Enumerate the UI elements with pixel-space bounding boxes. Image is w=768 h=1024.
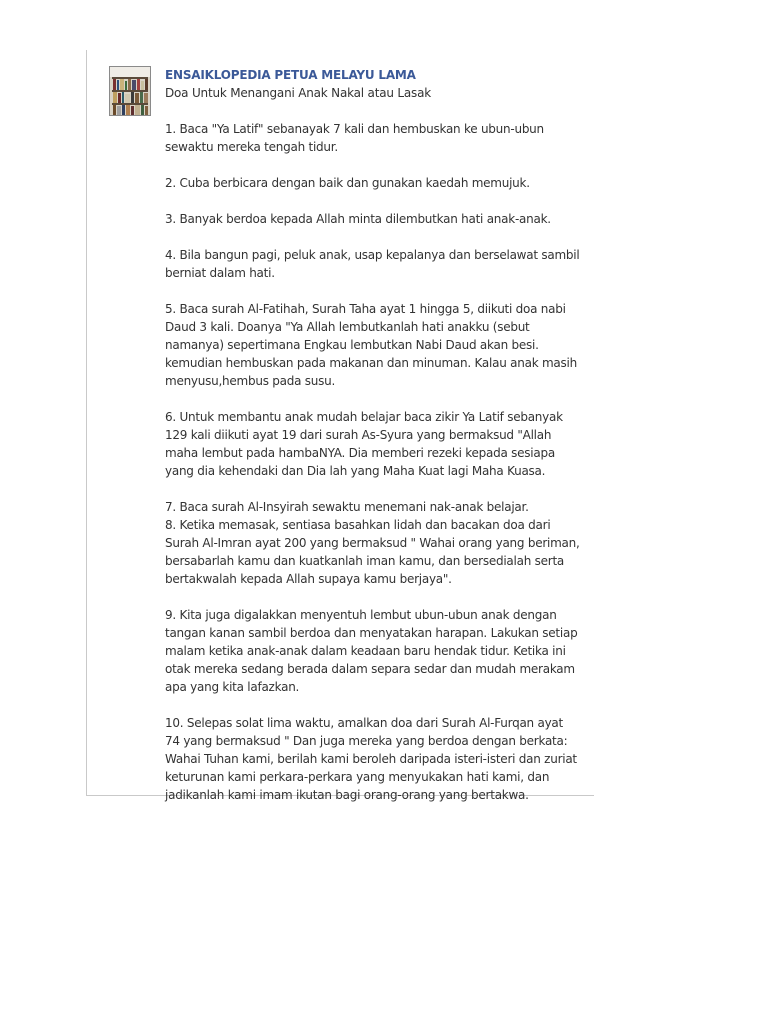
post-title: Doa Untuk Menangani Anak Nakal atau Lasak [165,86,431,100]
list-item: 7. Baca surah Al-Insyirah sewaktu menemani nak-anak belajar. [165,500,529,514]
list-item: 10. Selepas solat lima waktu, amalkan doa dari Surah Al-Furqan ayat 74 yang bermaksud " Dan juga mereka yang berdoa dengan berkata: Wahai Tuhan kami, berilah kami beroleh daripada isteri-isteri dan zuriat keturunan kami perkara-perkara yang menyukakan hati kami, dan jadikanlah kami imam ikutan bagi orang-orang yang bertakwa. [165,716,577,802]
bookshelf-thumbnail [110,67,150,115]
page-name-link[interactable]: ENSAIKLOPEDIA PETUA MELAYU LAMA [165,68,416,82]
list-item: 5. Baca surah Al-Fatihah, Surah Taha ayat 1 hingga 5, diikuti doa nabi Daud 3 kali. Doanya "Ya Allah lembutkanlah hati anakku (sebut namanya) sepertimana Engkau lembutkan Nabi Daud akan besi. kemudian hembuskan pada makanan dan minuman. Kalau anak masih menyusu,hembus pada susu. [165,302,577,388]
post-card [86,50,594,802]
list-item: 1. Baca "Ya Latif" sebanayak 7 kali dan hembuskan ke ubun-ubun sewaktu mereka tengah tidur. [165,122,544,154]
post-body [165,120,580,804]
list-item: 4. Bila bangun pagi, peluk anak, usap kepalanya dan berselawat sambil berniat dalam hati. [165,248,580,280]
list-item: 3. Banyak berdoa kepada Allah minta dilembutkan hati anak-anak. [165,212,551,226]
post-header [165,66,585,102]
page-avatar[interactable] [109,66,151,116]
list-item: 2. Cuba berbicara dengan baik dan gunakan kaedah memujuk. [165,176,530,190]
list-item: 9. Kita juga digalakkan menyentuh lembut ubun-ubun anak dengan tangan kanan sambil berdoa dan menyatakan harapan. Lakukan setiap malam ketika anak-anak dalam keadaan baru hendak tidur. Ketika ini otak mereka sedang berada dalam separa sedar dan mudah merakam apa yang kita lafazkan. [165,608,578,694]
list-item: 8. Ketika memasak, sentiasa basahkan lidah dan bacakan doa dari Surah Al-Imran ayat 200 yang bermaksud " Wahai orang yang beriman, bersabarlah kamu dan kuatkanlah iman kamu, dan bersedialah serta bertakwalah kepada Allah supaya kamu berjaya". [165,518,580,586]
list-item: 6. Untuk membantu anak mudah belajar baca zikir Ya Latif sebanyak 129 kali diikuti ayat 19 dari surah As-Syura yang bermaksud "Allah maha lembut pada hambaNYA. Dia memberi rezeki kepada sesiapa yang dia kehendaki dan Dia lah yang Maha Kuat lagi Maha Kuasa. [165,410,563,478]
